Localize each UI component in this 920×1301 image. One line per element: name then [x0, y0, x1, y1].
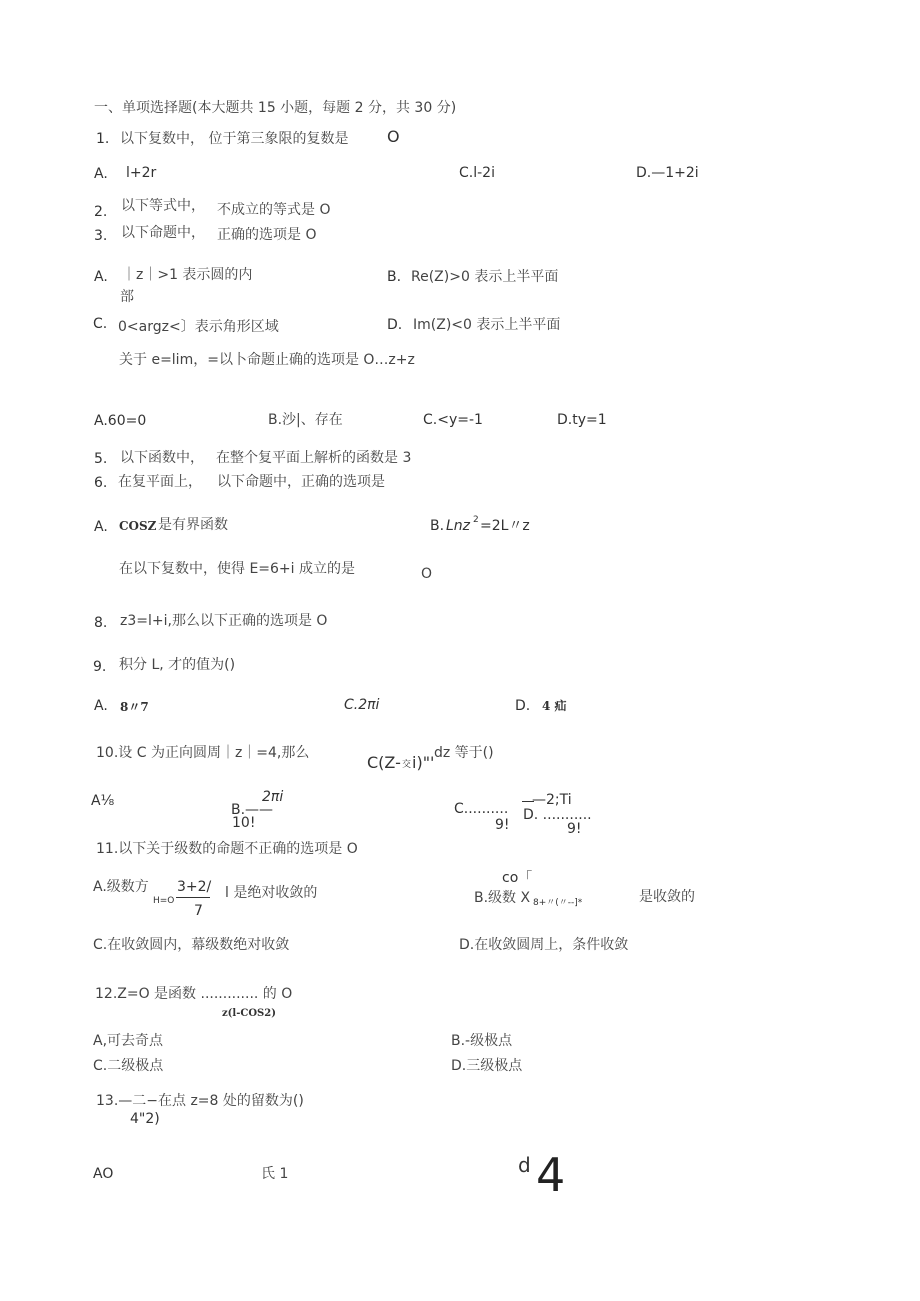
q13-text: 13.—二−在点 z=8 处的留数为() — [96, 1093, 304, 1109]
section-header: 一、单项选择题(本大题共 15 小题，每题 2 分，共 30 分) — [94, 100, 457, 116]
q6-option-b-lnz: Lnz — [446, 518, 471, 534]
q3-number: 3. — [94, 228, 108, 244]
q7-paren: O — [421, 566, 433, 582]
q6-text-2: 以下命题中，正确的选项是 — [217, 474, 385, 490]
q9-option-a-label: A. — [94, 698, 108, 714]
q10-option-b: B.—— — [231, 802, 274, 818]
q6-option-b-label: B. — [430, 518, 445, 534]
q10-option-c: C.......... — [454, 801, 509, 817]
q12-option-d: D.三级极点 — [451, 1058, 523, 1074]
q11-option-a-fraction-bar — [176, 897, 210, 898]
q5-text: 以下函数中， — [120, 450, 204, 466]
q4-option-d: D.ty=1 — [557, 412, 607, 428]
q11-option-b-superscript: co「 — [502, 870, 533, 886]
q1-option-c: C.l-2i — [459, 165, 495, 181]
q1-text: 以下复数中， 位于第三象限的复数是 — [120, 131, 349, 147]
q2-text-2: 不成立的等式是 O — [217, 202, 331, 218]
q1-paren: O — [387, 127, 400, 146]
q12-option-c: C.二级极点 — [93, 1058, 164, 1074]
q1-option-d: D.—1+2i — [636, 165, 699, 181]
q10-option-c-denominator: 9! — [495, 817, 510, 833]
q11-option-c: C.在收敛圆内，幕级数绝对收敛 — [93, 937, 290, 953]
q9-option-d: 4 疝 — [542, 699, 567, 713]
q10-option-b-numerator: 2πi — [262, 789, 284, 805]
q10-option-b-denominator: 10! — [232, 815, 256, 831]
q10-option-d-denominator: 9! — [567, 821, 582, 837]
q9-number: 9. — [93, 659, 107, 675]
q11-option-a-numerator: 3+2/ — [177, 879, 212, 895]
q2-number: 2. — [94, 204, 108, 220]
q6-option-a: 是有界函数 — [158, 517, 228, 533]
q3-text-2: 正确的选项是 O — [217, 227, 317, 243]
q12-function: z(l-COS2) — [222, 1008, 276, 1019]
q6-option-a-label: A. — [94, 519, 108, 535]
q11-option-b-subscript: 8+〃(〃--]* — [533, 898, 583, 908]
q13-option-b: 氏 1 — [261, 1166, 289, 1182]
q4-option-b: B.沙|、存在 — [268, 412, 343, 428]
q9-text: 积分 L, 才的值为() — [119, 657, 236, 673]
q10-option-d: D. ........... — [523, 807, 592, 823]
q3-option-c: 0<argz<〕表示角形区域 — [118, 319, 279, 335]
q1-option-a: l+2r — [126, 165, 157, 181]
q13-option-d-small: d — [518, 1153, 531, 1177]
q6-text: 在复平面上， — [118, 474, 202, 490]
q9-option-c: C.2πi — [344, 697, 380, 713]
q10-integrand-end: i)"' — [412, 753, 435, 772]
q11-text: 11.以下关于级数的命题不正确的选项是 O — [96, 841, 358, 857]
q10-dz: dz 等于() — [434, 745, 494, 761]
q3-option-d: Im(Z)<0 表示上半平面 — [413, 317, 561, 333]
q3-option-b-label: B. — [387, 269, 402, 285]
q5-text-2: 在整个复平面上解析的函数是 3 — [216, 450, 412, 466]
q2-text: 以下等式中， — [121, 198, 205, 214]
q3-option-b: Re(Z)>0 表示上半平面 — [411, 269, 559, 285]
q11-option-a-denominator: 7 — [194, 903, 203, 919]
q4-option-c: C.<y=-1 — [423, 412, 483, 428]
q10-option-a: A⅛ — [91, 793, 115, 809]
q5-number: 5. — [94, 451, 108, 467]
q11-option-a-subscript: H=O — [153, 896, 175, 906]
q6-option-b: =2L〃z — [480, 518, 530, 534]
q7-text: 在以下复数中，使得 E=6+i 成立的是 — [119, 561, 356, 577]
q3-option-a-cont: 部 — [120, 289, 134, 305]
q3-option-c-label: C. — [93, 316, 108, 332]
q11-option-a-post: l 是绝对收敛的 — [225, 885, 318, 901]
q4-text: 关于 e=lim，=以卜命题止确的选项是 O…z+z — [119, 352, 415, 368]
q8-text: z3=l+i,那么以下正确的选项是 O — [120, 613, 328, 629]
q9-option-d-label: D. — [515, 698, 531, 714]
q11-option-b-post: 是收敛的 — [639, 889, 695, 905]
q10-integrand-small: 交 — [402, 760, 412, 770]
q12-option-a: A,可去奇点 — [93, 1033, 164, 1049]
q8-number: 8. — [94, 615, 108, 631]
q11-option-b: B.级数 X — [474, 890, 531, 906]
q13-option-a: AO — [93, 1166, 114, 1182]
q11-option-d: D.在收敛圆周上，条件收敛 — [459, 937, 629, 953]
q3-option-a: ｜z｜>1 表示圆的内 — [122, 267, 253, 283]
q3-option-d-label: D. — [387, 317, 403, 333]
q3-option-a-label: A. — [94, 269, 108, 285]
q1-number: 1. — [96, 131, 110, 147]
q12-option-b: B.-级极点 — [451, 1033, 513, 1049]
q13-denominator: 4"2) — [130, 1111, 160, 1127]
q9-option-a: 8〃7 — [120, 700, 149, 714]
q13-option-d-big: 4 — [536, 1148, 566, 1202]
q10-option-d-numerator: —2;Ti — [532, 792, 572, 808]
q10-integrand: C(Z- — [367, 753, 401, 772]
q10-text: 10.设 C 为正向圆周｜z｜=4,那么 — [96, 745, 310, 761]
q6-number: 6. — [94, 475, 108, 491]
q3-text: 以下命题中， — [121, 225, 205, 241]
q4-option-a: A.60=0 — [94, 413, 147, 429]
q10-option-d-fraction-bar — [522, 801, 534, 802]
q6-option-b-sup: 2 — [473, 515, 479, 525]
q11-option-a: A.级数方 — [93, 879, 149, 895]
q1-option-a-label: A. — [94, 166, 108, 182]
q6-option-a-cosz: COSZ — [119, 519, 157, 533]
q12-text: 12.Z=O 是函数 ............. 的 O — [95, 986, 293, 1002]
